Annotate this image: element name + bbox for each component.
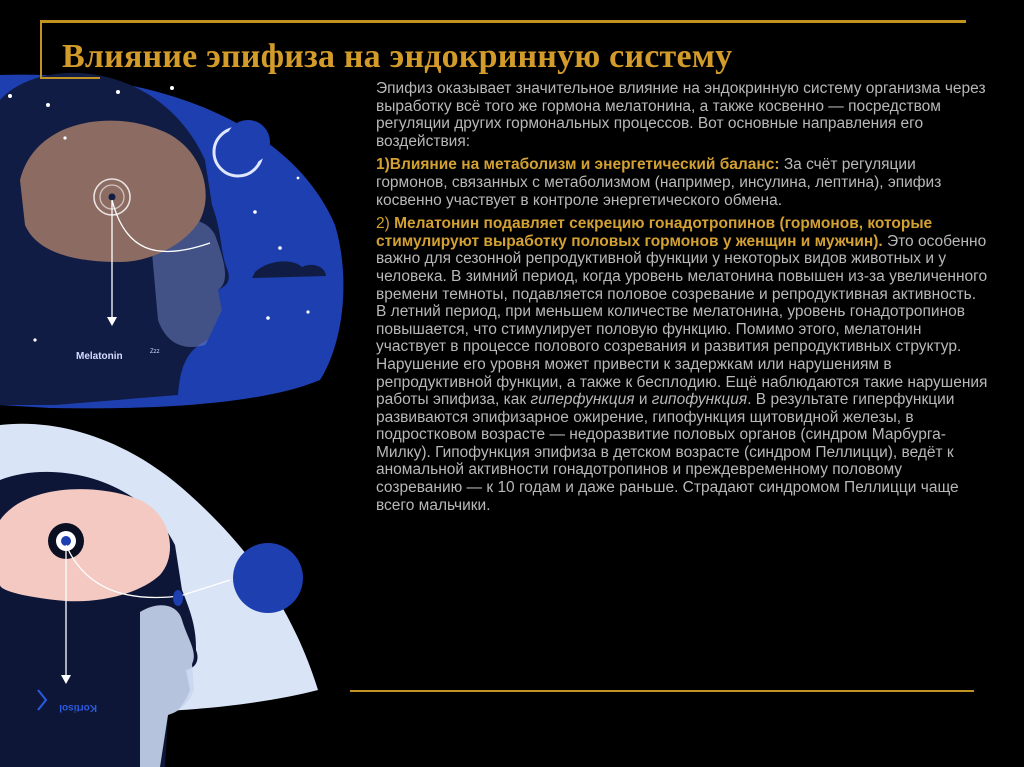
term-conjunction: и xyxy=(634,391,652,409)
day-brain xyxy=(0,489,170,601)
item-gonadotropins-number: 2) xyxy=(376,215,395,233)
item-gonadotropins xyxy=(376,215,988,514)
item-gonadotropins-text-a: Это особенно важно для сезонной репродуктивной функции у некоторых видов животных и у человека. В зимний период, когда уровень мелатонина повышен из-за увеличенного времени темноты, подавляется половое созревание и репродуктивная активность. В летний период, при меньшем количестве мелатонина, уровень гонадотропинов повышается, что стимулирует половую функцию. Помимо этого, мелатонин участвует в процессе полового созревания и развития репродуктивных структур. Нарушение его уровня может привести к задержкам или нарушениям в репродуктивной функции, а также к бесплодию. Ещё наблюдаются такие нарушения работы эпифиза, как xyxy=(376,232,988,409)
intro-paragraph: Эпифиз оказывает значительное влияние на эндокринную систему организма через выработку всё того же гормона мелатонина, а также косвенно — посредством регуляции других гормональных процессов. Вот основные направления его воздействия: xyxy=(376,80,986,150)
night-melatonin-label: Melatonin xyxy=(76,351,123,362)
slide-title: Влияние эпифиза на эндокринную систему xyxy=(62,38,733,75)
item-metabolism-heading: 1)Влияние на метаболизм и энергетический баланс: xyxy=(376,156,780,174)
sun-icon xyxy=(233,543,303,613)
item-metabolism xyxy=(376,156,988,209)
item-gonadotropins-heading: Мелатонин подавляет секрецию гонадотропинов (гормонов, которые стимулируют выработку половых гормонов у женщин и мужчин). xyxy=(376,215,933,250)
item-gonadotropins-text-b: . В результате гиперфункции развиваются эпифизарное ожирение, гипофункция щитовидной железы, в подростковом возрасте — недоразвитие половых органов (синдром Марбурга-Милку). Гипофункция эпифиза в детском возрасте (синдром Пеллицци), ведёт к аномальной активности гонадотропинов и преждевременному половому созреванию — к 10 годам и даже раньше. Страдают синдромом Пеллицци чаще всего мальчики. xyxy=(376,391,959,514)
bottom-rule xyxy=(350,690,974,692)
night-pineal-dot xyxy=(109,194,116,201)
night-moon-mask xyxy=(226,120,270,164)
title-underline xyxy=(40,77,100,79)
night-brain xyxy=(20,121,206,262)
term-hypofunction: гипофункция xyxy=(651,391,748,409)
item-metabolism-text: За счёт регуляции гормонов, связанных с метаболизмом (например, инсулина, лептина), эпифиз косвенно участвует в контроле энергетического обмена. xyxy=(376,156,942,209)
top-rule xyxy=(40,20,966,23)
slide-body xyxy=(376,80,988,514)
day-eye-icon xyxy=(173,590,183,606)
term-hyperfunction: гиперфункция xyxy=(530,391,635,409)
left-rule xyxy=(40,20,42,78)
night-zzz-badge: Zzz xyxy=(150,349,160,355)
day-kortisol-label: Kortisol xyxy=(59,702,97,713)
